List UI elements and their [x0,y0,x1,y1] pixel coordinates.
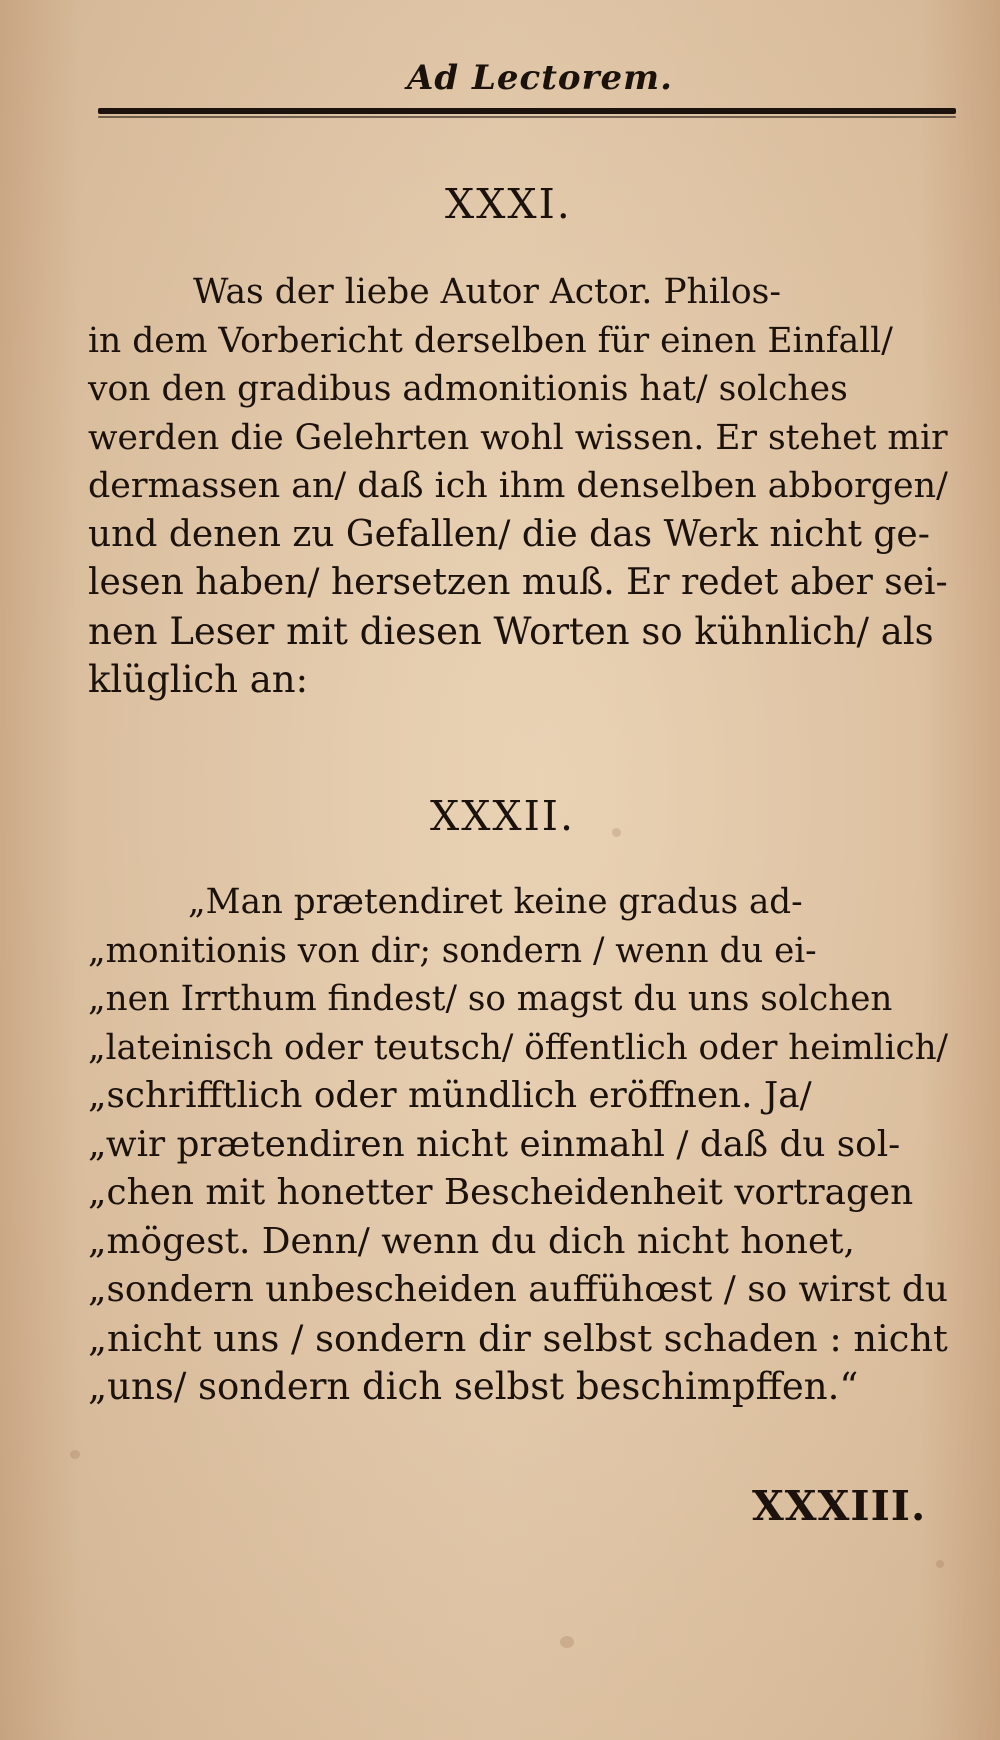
paragraph-xxxi [88,268,948,705]
text-line: und denen zu Gefallen/ die das Werk nicht ge- [88,513,930,555]
text-line: in dem Vorbericht derselben für einen Einfall/ [88,320,893,361]
header-rule [98,108,956,114]
text-line: „uns/ sondern dich selbst beschimpffen.“ [88,1365,859,1408]
foxing-spot [70,1450,80,1459]
catchword: XXXIII. [752,1482,927,1530]
text-line: nen Leser mit diesen Worten so kühnlich/ als [88,609,934,653]
text-line: klüglich an: [88,658,309,701]
text-line: dermassen an/ daß ich ihm denselben abborgen/ [88,466,948,506]
text-line: „monitionis von dir; sondern / wenn du ei- [88,930,817,971]
text-line: von den gradibus admonitionis hat/ solches [88,369,848,409]
text-line: „sondern unbescheiden auffühœst / so wirst du [88,1269,948,1310]
section-numeral-xxxi: XXXI. [445,180,572,228]
text-line: „chen mit honetter Bescheidenheit vortragen [88,1172,914,1213]
text-line: „nicht uns / sondern dir selbst schaden : nicht [88,1316,948,1360]
text-line: lesen haben/ hersetzen muß. Er redet aber sei- [88,562,948,603]
foxing-spot [560,1636,574,1648]
text-line: „mögest. Denn/ wenn du dich nicht honet, [88,1220,855,1262]
foxing-spot [936,1560,944,1568]
header-rule-shadow [98,116,956,118]
text-line: „lateinisch oder teutsch/ öffentlich oder heimlich/ [88,1027,949,1068]
paragraph-xxxii [88,878,948,1412]
text-line: „Man prætendiret keine gradus ad- [188,882,803,922]
text-line: „wir prætendiren nicht einmahl / daß du sol- [88,1123,901,1165]
text-line: werden die Gelehrten wohl wissen. Er stehet mir [88,417,948,458]
text-line: Was der liebe Autor Actor. Philos- [193,272,781,312]
foxing-spot [612,828,621,837]
running-head-text: Ad Lectorem. [407,58,673,98]
text-line: „schrifftlich oder mündlich eröffnen. Ja/ [88,1075,812,1116]
running-head [0,58,1000,98]
section-numeral-xxxii: XXXII. [430,792,575,840]
text-line: „nen Irrthum findest/ so magst du uns solchen [88,979,893,1019]
